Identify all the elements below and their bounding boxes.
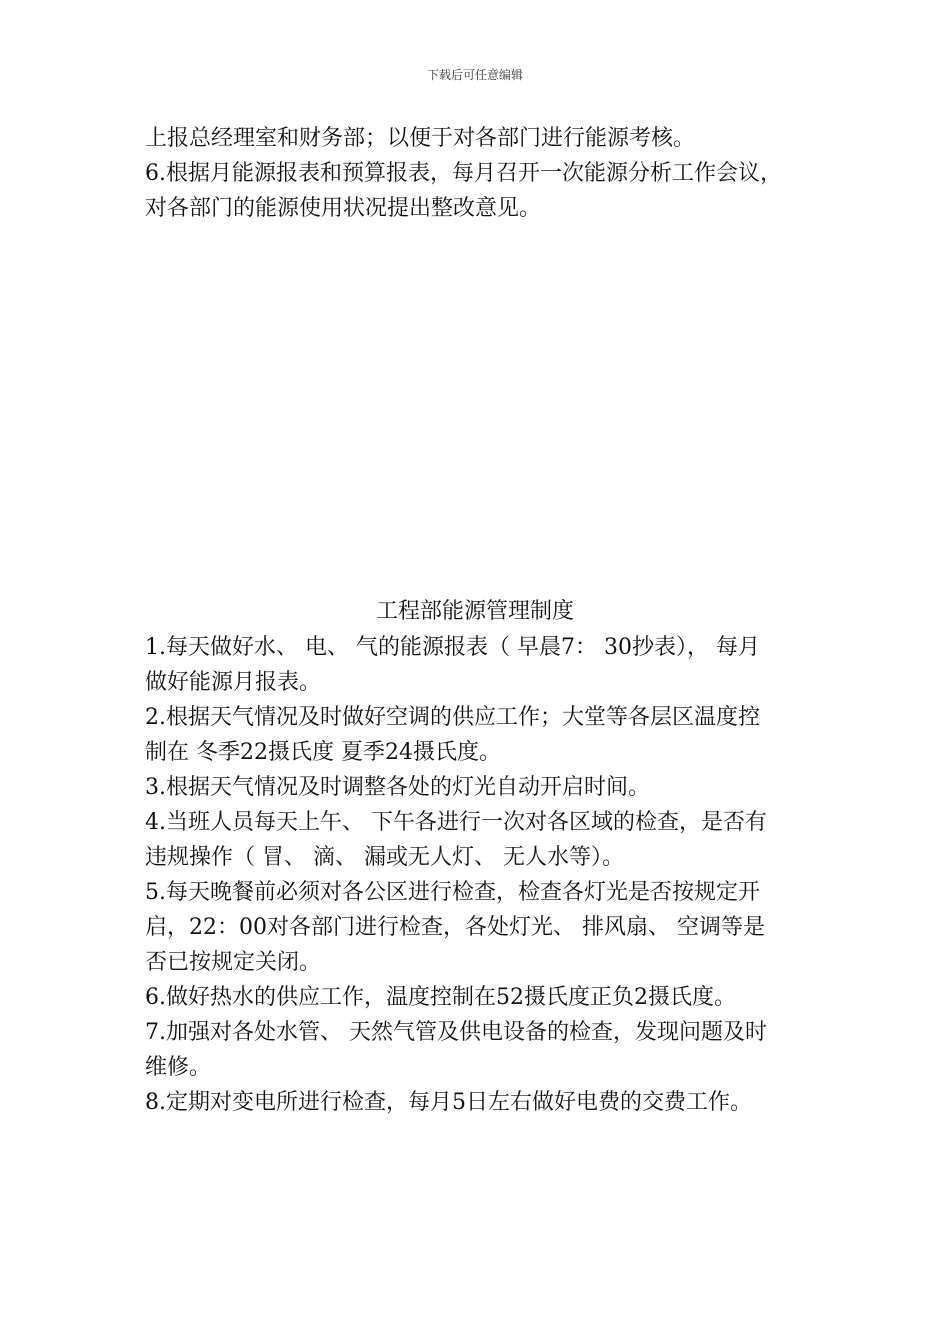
section-title: 工程部能源管理制度 <box>375 599 574 624</box>
text-line: 6.做好热水的供应工作，温度控制在52摄氏度正负2摄氏度。 <box>145 985 736 1010</box>
text-line: 6.根据月能源报表和预算报表，每月召开一次能源分析工作会议， <box>145 161 782 186</box>
rule-item <box>145 700 810 770</box>
rule-item <box>145 630 810 700</box>
rule-item <box>145 875 810 980</box>
rule-item <box>145 770 810 805</box>
text-line: 1.每天做好水、 电、 气的能源报表（ 早晨7： 30抄表）， 每月 <box>145 635 760 660</box>
intro-paragraph <box>145 121 810 226</box>
text-line: 4.当班人员每天上午、 下午各进行一次对各区域的检查，是否有 <box>145 810 767 835</box>
rule-item <box>145 980 810 1015</box>
rules-list <box>145 630 810 1120</box>
page-header-note: 下载后可任意编辑 <box>426 68 523 82</box>
rule-item <box>145 1015 810 1085</box>
text-line: 否已按规定关闭。 <box>145 950 322 975</box>
text-line: 制在 冬季22摄氏度 夏季24摄氏度。 <box>145 740 501 765</box>
text-line: 5.每天晚餐前必须对各公区进行检查，检查各灯光是否按规定开 <box>145 880 760 905</box>
text-line: 上报总经理室和财务部；以便于对各部门进行能源考核。 <box>145 126 696 151</box>
text-line: 做好能源月报表。 <box>145 670 322 695</box>
text-line: 对各部门的能源使用状况提出整改意见。 <box>145 196 542 221</box>
rule-item <box>145 1085 810 1120</box>
text-line: 违规操作（ 冒、 滴、 漏或无人灯、 无人水等）。 <box>145 845 624 870</box>
rule-item <box>145 805 810 875</box>
text-line: 维修。 <box>145 1055 212 1080</box>
text-line: 7.加强对各处水管、 天然气管及供电设备的检查，发现问题及时 <box>145 1020 767 1045</box>
text-line: 3.根据天气情况及时调整各处的灯光自动开启时间。 <box>145 775 650 800</box>
text-line: 2.根据天气情况及时做好空调的供应工作；大堂等各层区温度控 <box>145 705 760 730</box>
text-line: 启，22：00对各部门进行检查，各处灯光、 排风扇、 空调等是 <box>145 915 765 940</box>
text-line: 8.定期对变电所进行检查，每月5日左右做好电费的交费工作。 <box>145 1090 752 1115</box>
